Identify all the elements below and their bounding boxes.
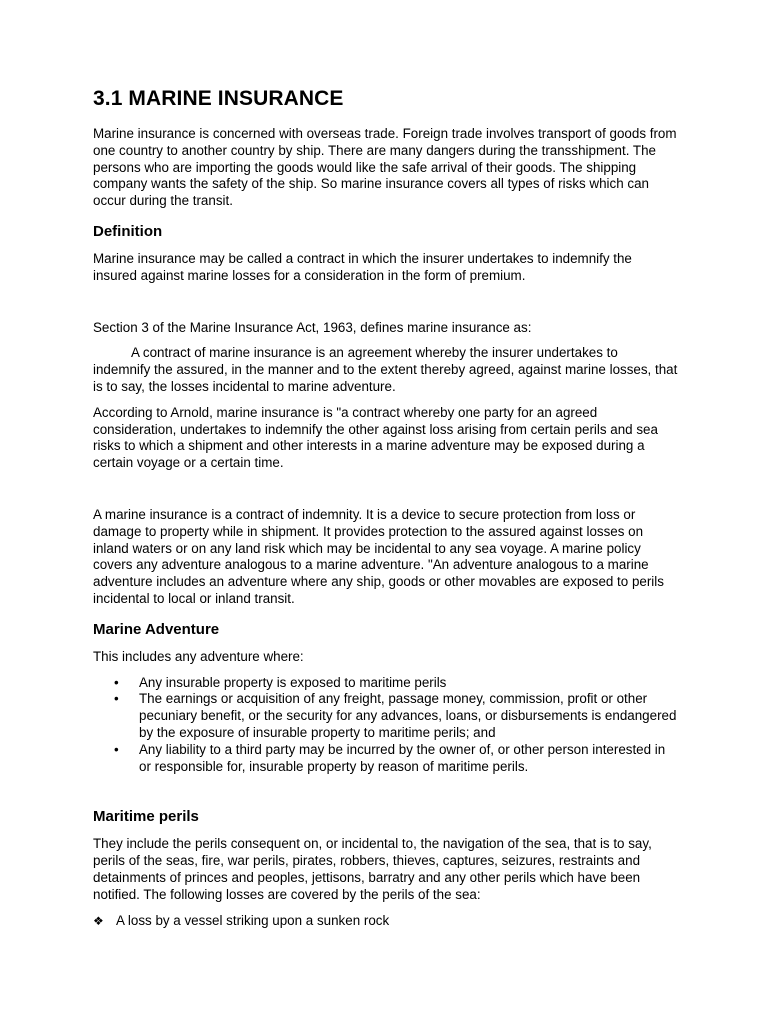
indemnity-paragraph: A marine insurance is a contract of indemnity. It is a device to secure protection from loss or damage to property while in shipment. It provides protection to the assured against losses on inland waters or on any land risk which may be incidental to any sea voyage. A marine policy covers any adventure analogous to a marine adventure. "An adventure analogous to a marine adventure includes an adventure where any ship, goods or other movables are exposed to perils incidental to local or inland transit.	[93, 506, 664, 606]
act-quote-paragraph: A contract of marine insurance is an agreement whereby the insurer undertakes to indemnify the assured, in the manner and to the extent thereby agreed, against marine losses, that is to say, the losses incidental to marine adventure.	[93, 345, 678, 394]
list-item-text: Any liability to a third party may be incurred by the owner of, or other person interested in or responsible for, insurable property by reason of maritime perils.	[139, 741, 666, 774]
perils-list	[93, 913, 678, 930]
adventure-intro: This includes any adventure where:	[93, 648, 304, 664]
document-page	[93, 84, 678, 929]
marine-adventure-heading: Marine Adventure	[93, 620, 220, 638]
bullet-icon: •	[114, 674, 119, 690]
adventure-list	[93, 675, 678, 776]
list-item	[93, 675, 678, 692]
bullet-icon: •	[114, 741, 119, 757]
list-item-text: Any insurable property is exposed to maritime perils	[139, 674, 447, 690]
list-item	[93, 913, 678, 930]
list-item-text: A loss by a vessel striking upon a sunken rock	[116, 912, 390, 928]
act-section-paragraph: Section 3 of the Marine Insurance Act, 1963, defines marine insurance as:	[93, 319, 532, 335]
list-item-text: The earnings or acquisition of any freight, passage money, commission, profit or other pecuniary benefit, or the security for any advances, loans, or disbursements is endangered by the exposure of insurable property to maritime perils; and	[139, 691, 677, 740]
maritime-perils-heading: Maritime perils	[93, 808, 199, 826]
definition-paragraph: Marine insurance may be called a contract in which the insurer undertakes to indemnify the insured against marine losses for a consideration in the form of premium.	[93, 250, 632, 283]
bullet-icon: •	[114, 691, 119, 707]
intro-paragraph: Marine insurance is concerned with overseas trade. Foreign trade involves transport of goods from one country to another country by ship. There are many dangers during the transshipment. The persons who are importing the goods would like the safe arrival of their goods. The shipping company wants the safety of the ship. So marine insurance covers all types of risks which can occur during the transit.	[93, 126, 677, 209]
arnold-definition-paragraph: According to Arnold, marine insurance is "a contract whereby one party for an agreed consideration, undertakes to indemnify the other against loss arising from certain perils and sea risks to which a shipment and other interests in a marine adventure may be exposed during a certain voyage or a certain time.	[93, 404, 658, 471]
definition-heading: Definition	[93, 222, 163, 240]
list-item	[93, 691, 678, 741]
list-item	[93, 742, 678, 776]
diamond-bullet-icon: ❖	[93, 913, 104, 928]
perils-paragraph: They include the perils consequent on, or incidental to, the navigation of the sea, that is to say, perils of the seas, fire, war perils, pirates, robbers, thieves, captures, seizures, restraints and detainments of princes and peoples, jettisons, barratry and any other perils which have been notified. The following losses are covered by the perils of the sea:	[93, 836, 652, 902]
page-title: 3.1 MARINE INSURANCE	[93, 87, 344, 110]
